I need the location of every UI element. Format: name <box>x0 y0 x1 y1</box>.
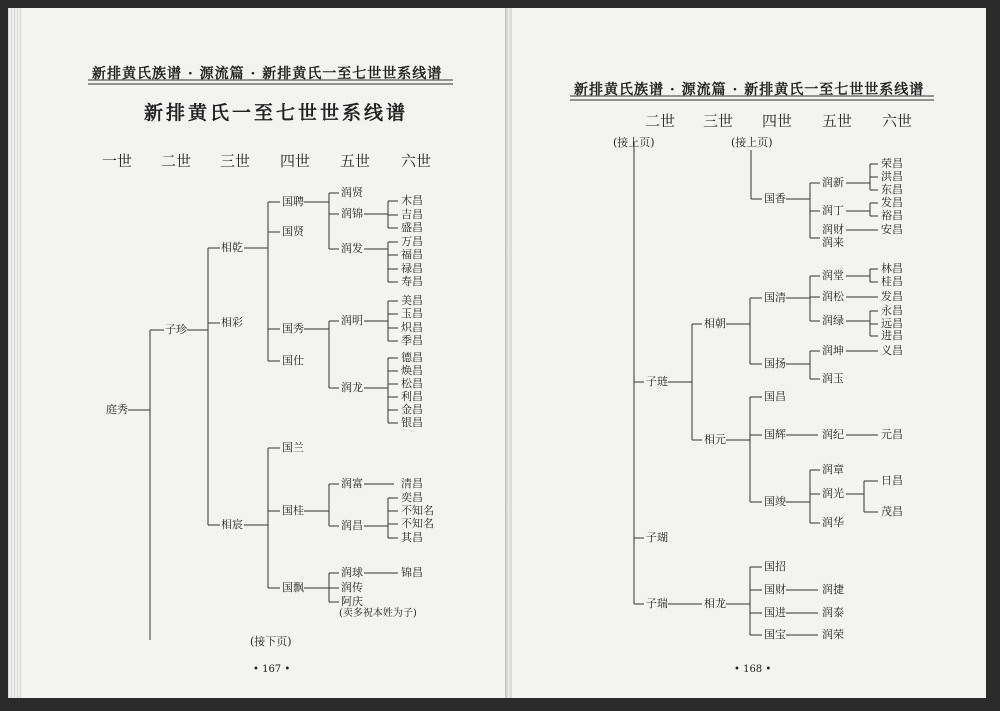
person-name: 润丁 <box>822 204 844 217</box>
person-name: 木昌 <box>401 194 423 207</box>
person-name: 发昌 <box>881 290 903 303</box>
gen-label-1: 一世 <box>102 152 133 170</box>
gen-label-4: 四世 <box>762 112 793 130</box>
right-tree-lines <box>512 8 986 698</box>
person-name: 林昌 <box>881 262 903 275</box>
person-name: 润锦 <box>341 207 363 220</box>
person-name: 润堂 <box>822 269 844 282</box>
person-name: 炽昌 <box>401 321 423 334</box>
person-name: 润泰 <box>822 606 844 619</box>
person-name: 松昌 <box>401 377 423 390</box>
person-name: 国仕 <box>282 354 304 367</box>
person-name: 国进 <box>764 606 786 619</box>
gen-label-4: 四世 <box>280 152 311 170</box>
gen-label-2: 二世 <box>161 152 192 170</box>
person-name: 润龙 <box>341 381 363 394</box>
gen-label-3: 三世 <box>220 152 251 170</box>
left-page <box>22 8 506 698</box>
person-name: 永昌 <box>881 304 903 317</box>
person-name: 奕昌 <box>401 491 423 504</box>
person-name: 庭秀 <box>106 403 128 416</box>
person-name: 美昌 <box>401 294 423 307</box>
person-name: 子瑞 <box>646 597 668 610</box>
person-name: 润富 <box>341 477 363 490</box>
person-name: 润来 <box>822 236 844 249</box>
person-name: 润绿 <box>822 314 844 327</box>
person-name: 元昌 <box>881 428 903 441</box>
person-name: 国清 <box>764 291 786 304</box>
person-name: 义昌 <box>881 344 903 357</box>
person-name: 相龙 <box>704 597 726 610</box>
person-name: 其昌 <box>401 531 423 544</box>
person-name: 金昌 <box>401 403 423 416</box>
right-page <box>512 8 986 698</box>
gen-label-5: 五世 <box>340 152 371 170</box>
page-number: • 168 • <box>734 664 772 675</box>
person-name: 国宝 <box>764 628 786 641</box>
person-name: 国辉 <box>764 428 786 441</box>
person-name: 润传 <box>341 581 363 594</box>
person-name: 国飘 <box>282 581 304 594</box>
person-name: 相彩 <box>221 316 243 329</box>
person-name: 安昌 <box>881 223 903 236</box>
person-name: 润捷 <box>822 583 844 596</box>
gen-label-2: 二世 <box>645 112 676 130</box>
continued-from-page: (接上页) <box>731 136 773 149</box>
person-name: 万昌 <box>401 235 423 248</box>
person-name: 玉昌 <box>401 307 423 320</box>
person-name: 桂昌 <box>881 275 903 288</box>
person-name: 国聘 <box>282 195 304 208</box>
person-name: 利昌 <box>401 390 423 403</box>
gen-label-6: 六世 <box>401 152 432 170</box>
person-name: 润章 <box>822 463 844 476</box>
person-name: 润财 <box>822 223 844 236</box>
person-name: 润松 <box>822 290 844 303</box>
person-name: 润光 <box>822 487 844 500</box>
person-name: 禄昌 <box>401 262 423 275</box>
person-name: 远昌 <box>881 317 903 330</box>
person-name: 国香 <box>764 192 786 205</box>
person-name: 福昌 <box>401 248 423 261</box>
person-name: 季昌 <box>401 334 423 347</box>
person-name: 焕昌 <box>401 364 423 377</box>
person-name: 润坤 <box>822 344 844 357</box>
person-name: 相乾 <box>221 241 243 254</box>
person-name: 国秀 <box>282 322 304 335</box>
person-name: 阿庆 <box>341 595 363 608</box>
person-name: 润昌 <box>341 519 363 532</box>
person-name: 国招 <box>764 560 786 573</box>
person-name: 国财 <box>764 583 786 596</box>
person-name: 润纪 <box>822 428 844 441</box>
person-name: 德昌 <box>401 351 423 364</box>
person-name: 国桂 <box>282 504 304 517</box>
person-name: 不知名 <box>401 504 434 517</box>
adoption-note: (卖多祝本姓为子) <box>339 608 417 619</box>
person-name: 清昌 <box>401 477 423 490</box>
person-name: 寿昌 <box>401 275 423 288</box>
person-name: 子珍 <box>165 323 187 336</box>
person-name: 银昌 <box>401 416 423 429</box>
continued-from-page: (接上页) <box>613 136 655 149</box>
person-name: 东昌 <box>881 183 903 196</box>
person-name: 吉昌 <box>401 208 423 221</box>
person-name: 子瑚 <box>646 531 668 544</box>
person-name: 润荣 <box>822 628 844 641</box>
person-name: 国贤 <box>282 225 304 238</box>
person-name: 润明 <box>341 314 363 327</box>
person-name: 锦昌 <box>401 566 423 579</box>
left-running-header: 新排黄氏族谱 · 源流篇 · 新排黄氏一至七世世系线谱 <box>92 66 443 82</box>
person-name: 进昌 <box>881 329 903 342</box>
person-name: 相元 <box>704 433 726 446</box>
gen-label-3: 三世 <box>703 112 734 130</box>
person-name: 相朝 <box>704 317 726 330</box>
gen-label-6: 六世 <box>882 112 913 130</box>
person-name: 荣昌 <box>881 157 903 170</box>
person-name: 不知名 <box>401 517 434 530</box>
right-running-header: 新排黄氏族谱 · 源流篇 · 新排黄氏一至七世世系线谱 <box>574 82 925 98</box>
person-name: 裕昌 <box>881 209 903 222</box>
person-name: 盛昌 <box>401 221 423 234</box>
page-number: • 167 • <box>253 664 291 675</box>
continued-next-page: (接下页) <box>250 635 292 648</box>
person-name: 国竣 <box>764 495 786 508</box>
person-name: 洪昌 <box>881 170 903 183</box>
person-name: 润华 <box>822 516 844 529</box>
person-name: 润发 <box>341 242 363 255</box>
person-name: 润球 <box>341 566 363 579</box>
person-name: 润玉 <box>822 372 844 385</box>
left-chart-title: 新排黄氏一至七世世系线谱 <box>144 102 409 124</box>
person-name: 茂昌 <box>881 505 903 518</box>
person-name: 润新 <box>822 176 844 189</box>
person-name: 国昌 <box>764 390 786 403</box>
person-name: 发昌 <box>881 196 903 209</box>
person-name: 国扬 <box>764 357 786 370</box>
person-name: 相宸 <box>221 518 243 531</box>
person-name: 润贤 <box>341 186 363 199</box>
gen-label-5: 五世 <box>822 112 853 130</box>
person-name: 日昌 <box>881 474 903 487</box>
person-name: 子琏 <box>646 375 668 388</box>
person-name: 国兰 <box>282 441 304 454</box>
